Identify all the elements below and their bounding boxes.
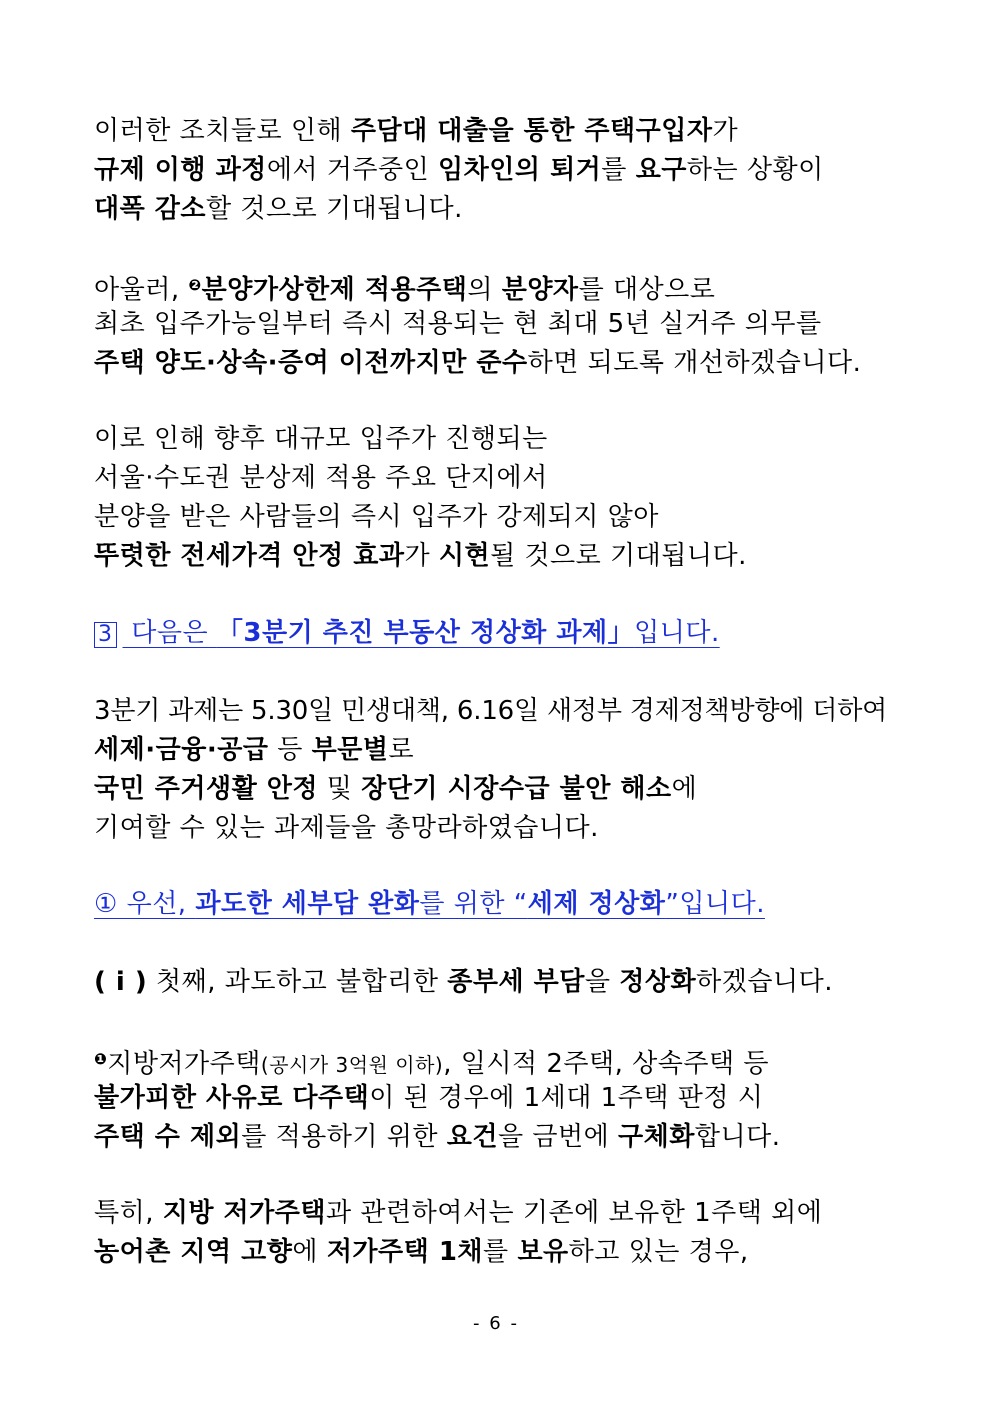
- text: 의: [467, 275, 502, 305]
- bold-text: 뚜렷한 전세가격 안정 효과: [94, 541, 405, 571]
- paragraph-line: [94, 192, 463, 226]
- text: 에: [671, 774, 698, 804]
- text: 에: [292, 1237, 327, 1267]
- text: 할 것으로 기대됩니다.: [206, 194, 463, 224]
- text: 과 관련하여서는 기존에 보유한 1주택 외에: [326, 1198, 823, 1228]
- text: 서울·수도권 분상제 적용 주요 단지에서: [94, 463, 548, 493]
- bold-text: 세제 정상화: [527, 889, 666, 919]
- bold-text: 지방 저가주택: [162, 1198, 327, 1228]
- paragraph-line: [94, 1196, 822, 1230]
- paragraph-line: [94, 268, 715, 307]
- text: 등: [268, 735, 312, 765]
- bold-text: 주택 수 제외: [94, 1122, 242, 1152]
- text: 를 적용하기 위한: [241, 1122, 447, 1152]
- paragraph-line: [94, 1120, 781, 1154]
- paragraph-line: [94, 965, 833, 999]
- paragraph-line: [94, 422, 548, 456]
- subsection-heading-1: [94, 887, 765, 921]
- text: 을 금번에: [498, 1122, 619, 1152]
- roman-numeral-label: ( i ): [94, 967, 148, 997]
- paragraph-line: [94, 1081, 763, 1115]
- text: 하겠습니다.: [696, 967, 834, 997]
- circled-number-1: ❶: [94, 1050, 108, 1068]
- text: 분양을 받은 사람들의 즉시 입주가 강제되지 않아: [94, 502, 659, 532]
- text: 이로 인해 향후 대규모 입주가 진행되는: [94, 424, 548, 454]
- text: 3분기 과제는 5.30일 민생대책, 6.16일 새정부 경제정책방향에 더하여: [94, 696, 888, 726]
- bold-text: 요구: [635, 155, 687, 185]
- paragraph-line: [94, 500, 659, 534]
- paragraph-line: [94, 153, 824, 187]
- bold-text: 분양가상한제 적용주택: [201, 275, 468, 305]
- paragraph-line: [94, 307, 822, 341]
- text: 최초 입주가능일부터 즉시 적용되는 현 최대 5년 실거주 의무를: [94, 309, 822, 339]
- bold-text: 장단기 시장수급 불안 해소: [361, 774, 672, 804]
- text: 아울러,: [94, 275, 189, 305]
- bold-text: 구체화: [618, 1122, 695, 1152]
- bold-text: 임차인의 퇴거: [438, 155, 602, 185]
- bold-text: 종부세 부담: [447, 967, 585, 997]
- text: 이러한 조치들로 인해: [94, 116, 351, 146]
- paragraph-line: [94, 114, 738, 148]
- text: 하는 상황이: [686, 155, 824, 185]
- text: 이 된 경우에 1세대 1주택 판정 시: [369, 1083, 764, 1113]
- text: 가: [712, 116, 739, 146]
- bold-text: 국민 주거생활 안정: [94, 774, 319, 804]
- text: 를: [483, 1237, 518, 1267]
- text: 기여할 수 있는 과제들을 총망라하였습니다.: [94, 813, 599, 843]
- text: 및: [318, 774, 362, 804]
- paragraph-line: [94, 694, 887, 728]
- bold-text: 보유: [517, 1237, 569, 1267]
- bold-text: 시현: [438, 541, 491, 571]
- text: 다음은: [122, 618, 217, 648]
- text: 될 것으로 기대됩니다.: [490, 541, 747, 571]
- section-heading-3: [94, 616, 720, 650]
- text: 하고 있는 경우,: [568, 1237, 749, 1267]
- page-number: - 6 -: [473, 1313, 519, 1334]
- text: 를 대상으로: [578, 275, 716, 305]
- circled-number-2: ❷: [188, 276, 202, 294]
- text: 에서 거주중인: [266, 155, 439, 185]
- bold-text: 부문별: [311, 735, 389, 765]
- bold-text: 세제·금융·공급: [94, 735, 269, 765]
- bold-text: 주담대 대출을 통한 주택구입자: [350, 116, 713, 146]
- bold-text: 과도한 세부담 완화: [195, 889, 420, 919]
- bold-text: 「3분기 추진 부동산 정상화 과제」: [216, 618, 635, 648]
- bold-text: 규제 이행 과정: [94, 155, 267, 185]
- paragraph-line: [94, 733, 414, 767]
- text: , 일시적 2주택, 상속주택 등: [443, 1049, 769, 1079]
- bold-text: 농어촌 지역 고향: [94, 1237, 293, 1267]
- bold-text: 대폭 감소: [94, 194, 207, 224]
- bold-text: 분양자: [501, 275, 579, 305]
- text: 를: [601, 155, 636, 185]
- bold-text: 주택 양도·상속·증여 이전까지만 준수: [94, 348, 528, 378]
- bold-text: 저가주택 1채: [326, 1237, 484, 1267]
- text: ① 우선,: [94, 889, 196, 919]
- paragraph-line: [94, 461, 548, 495]
- paragraph-line: [94, 1235, 749, 1269]
- paragraph-line: [94, 539, 747, 573]
- paragraph-line: [94, 346, 861, 380]
- bold-text: 정상화: [619, 967, 697, 997]
- bold-text: 불가피한 사유로 다주택: [94, 1083, 370, 1113]
- text: 첫째, 과도하고 불합리한: [147, 967, 448, 997]
- text: ”입니다.: [665, 889, 765, 919]
- paragraph-line: [94, 1042, 769, 1082]
- bold-text: 요건: [446, 1122, 499, 1152]
- text: 을: [584, 967, 620, 997]
- paragraph-line: [94, 772, 697, 806]
- small-text: (공시가 3억원 이하): [260, 1053, 444, 1077]
- paragraph-line: [94, 811, 599, 845]
- text: 로: [388, 735, 415, 765]
- text: 합니다.: [694, 1122, 781, 1152]
- boxed-number-3: 3: [94, 622, 117, 648]
- text: 입니다.: [634, 618, 720, 648]
- text: 지방저가주택: [107, 1049, 261, 1079]
- text: 특히,: [94, 1198, 163, 1228]
- text: 하면 되도록 개선하겠습니다.: [527, 348, 862, 378]
- text: 가: [404, 541, 439, 571]
- text: 를 위한 “: [419, 889, 528, 919]
